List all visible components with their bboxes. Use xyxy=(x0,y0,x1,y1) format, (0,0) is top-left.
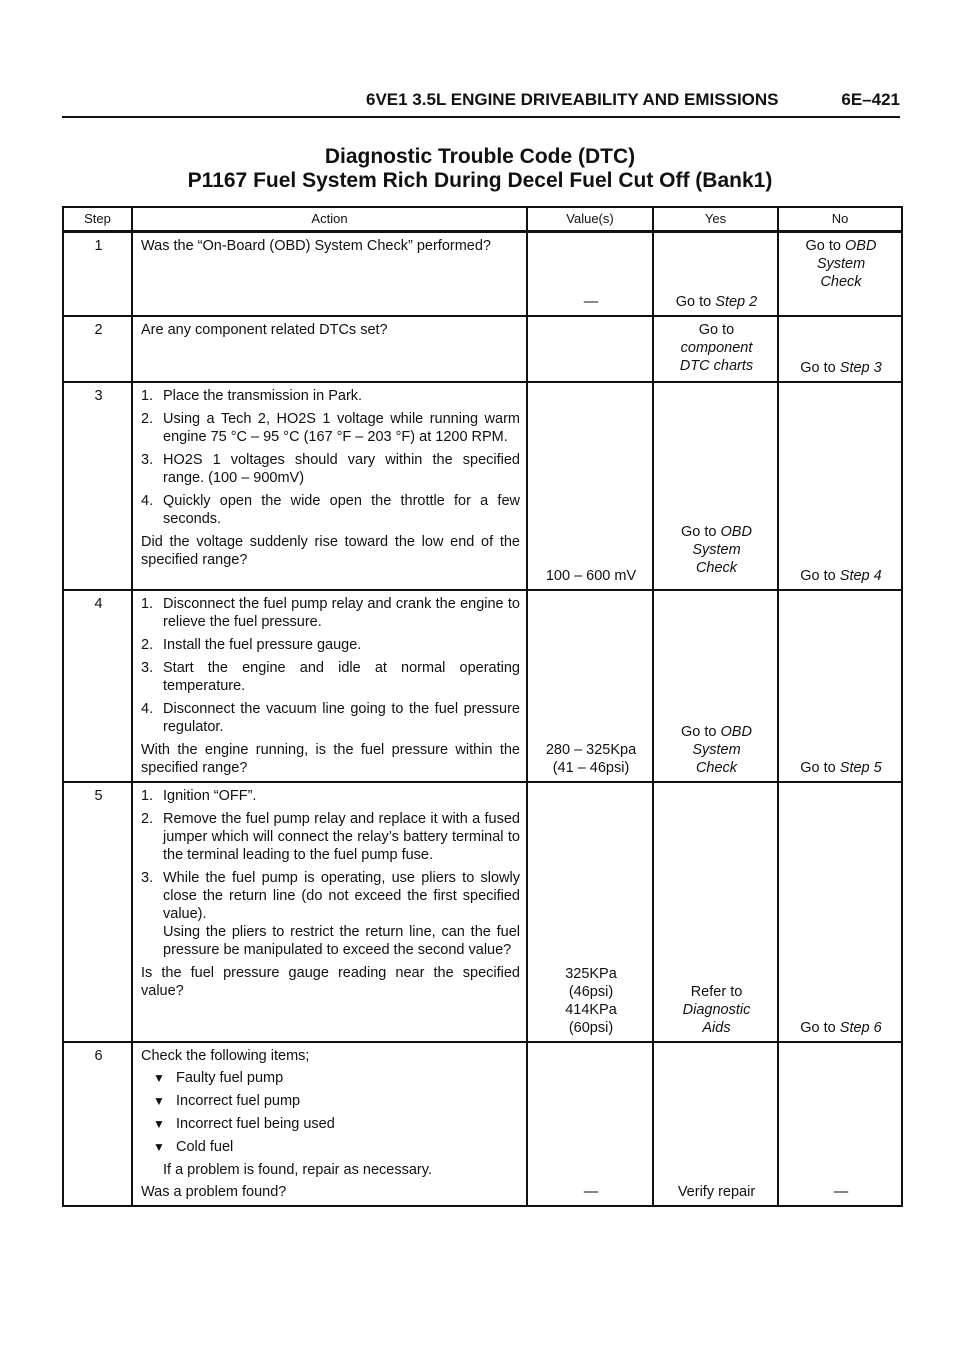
no-link-step-4[interactable]: Step 4 xyxy=(839,567,882,584)
list-item-continuation: Using the pliers to restrict the return line, can the fuel pressure be manipulated to exceed the second value? xyxy=(163,923,520,958)
list-item: ▼ Incorrect fuel pump xyxy=(153,1092,301,1109)
action-question: Was a problem found? xyxy=(141,1183,287,1200)
diagnostic-table xyxy=(62,206,903,1207)
no-text: Go to xyxy=(800,1019,836,1036)
table-row-step-1 xyxy=(63,232,902,316)
yes-text: Go to xyxy=(681,523,717,540)
value-cell xyxy=(527,316,653,382)
no-text: Go to xyxy=(800,567,836,584)
list-item: 4. Disconnect the vacuum line going to the fuel pressure regulator. xyxy=(141,700,520,735)
document-title-line1: Diagnostic Trouble Code (DTC) xyxy=(324,145,636,168)
yes-cell xyxy=(653,316,778,382)
value-cell: 325KPa (46psi) 414KPa (60psi) xyxy=(527,782,653,1042)
value-cell: 100 – 600 mV xyxy=(527,382,653,590)
yes-cell xyxy=(653,232,778,316)
yes-link-step-2[interactable]: Step 2 xyxy=(715,293,758,310)
list-item: ▼ Faulty fuel pump xyxy=(153,1069,284,1086)
no-link-obd-system-check[interactable]: OBD System Check xyxy=(816,238,877,290)
yes-text: Go to xyxy=(681,723,717,740)
action-cell xyxy=(132,382,527,590)
list-item: 3. HO2S 1 voltages should vary within the specified range. (100 – 900mV) xyxy=(141,451,520,486)
yes-cell xyxy=(653,782,778,1042)
action-question: Did the voltage suddenly rise toward the low end of the specified range? xyxy=(141,533,520,568)
list-item: 1. Ignition “OFF”. xyxy=(141,787,257,804)
action-cell xyxy=(132,1042,527,1206)
down-triangle-icon: ▼ xyxy=(153,1093,165,1108)
action-question: Was the “On-Board (OBD) System Check” performed? xyxy=(141,238,491,254)
no-cell xyxy=(778,782,902,1042)
list-item: ▼ Cold fuel xyxy=(153,1138,234,1155)
action-cell xyxy=(132,782,527,1042)
no-link-step-3[interactable]: Step 3 xyxy=(839,359,882,376)
procedure-list xyxy=(141,387,520,528)
no-cell xyxy=(778,382,902,590)
list-item: 4. Quickly open the wide open the throttle for a few seconds. xyxy=(141,492,520,527)
table-row-step-3 xyxy=(63,382,902,590)
action-cell xyxy=(132,232,527,316)
list-item: 2. Using a Tech 2, HO2S 1 voltage while running warm engine 75 °C – 95 °C (167 °F – 203 °F) at 1200 RPM. xyxy=(141,410,520,445)
yes-text: Go to xyxy=(675,293,712,310)
value-cell: — xyxy=(527,1042,653,1206)
down-triangle-icon: ▼ xyxy=(153,1070,165,1085)
no-cell: — xyxy=(778,1042,902,1206)
col-header-no: No xyxy=(778,207,902,232)
step-number: 3 xyxy=(63,382,132,590)
step-number: 4 xyxy=(63,590,132,782)
action-question: With the engine running, is the fuel pressure within the specified range? xyxy=(141,741,520,776)
yes-cell xyxy=(653,590,778,782)
list-item: 2. Remove the fuel pump relay and replace it with a fused jumper which will connect the relay’s battery terminal to the terminal leading to the fuel pump fuse. xyxy=(141,810,520,863)
table-row-step-6 xyxy=(63,1042,902,1206)
no-text: Go to xyxy=(805,238,841,254)
col-header-step: Step xyxy=(63,207,132,232)
header-title: 6VE1 3.5L ENGINE DRIVEABILITY AND EMISSIONS xyxy=(366,90,779,109)
no-link-step-6[interactable]: Step 6 xyxy=(839,1019,882,1036)
col-header-values: Value(s) xyxy=(527,207,653,232)
list-item: 3. Start the engine and idle at normal operating temperature. xyxy=(141,659,520,694)
procedure-list xyxy=(141,595,520,736)
yes-link-obd-system-check[interactable]: OBD System Check xyxy=(692,723,752,776)
col-header-yes: Yes xyxy=(653,207,778,232)
no-cell xyxy=(778,232,902,316)
page-number: 6E–421 xyxy=(841,90,900,109)
yes-text: Go to xyxy=(698,321,735,338)
table-row-step-4 xyxy=(63,590,902,782)
table-header-row xyxy=(63,207,902,232)
yes-cell xyxy=(653,382,778,590)
action-question: Is the fuel pressure gauge reading near the specified value? xyxy=(141,964,520,999)
value-cell: — xyxy=(527,232,653,316)
value-cell: 280 – 325Kpa (41 – 46psi) xyxy=(527,590,653,782)
list-item: 3. While the fuel pump is operating, use pliers to slowly close the return line (do not exceed the first specified value). Using the pliers to restrict the return line, can the fuel pressure be manipulated to exceed the second value? xyxy=(141,869,520,958)
repair-note: If a problem is found, repair as necessary. xyxy=(163,1161,432,1178)
no-cell xyxy=(778,590,902,782)
table-row-step-5 xyxy=(63,782,902,1042)
step-number: 2 xyxy=(63,316,132,382)
procedure-list xyxy=(141,787,520,959)
yes-link-component-dtc-charts[interactable]: component DTC charts xyxy=(679,339,754,374)
no-text: Go to xyxy=(800,759,836,776)
page-header xyxy=(62,88,900,118)
down-triangle-icon: ▼ xyxy=(153,1139,165,1154)
no-link-step-5[interactable]: Step 5 xyxy=(839,759,882,776)
table-row-step-2 xyxy=(63,316,902,382)
down-triangle-icon: ▼ xyxy=(153,1116,165,1131)
check-intro: Check the following items; xyxy=(141,1047,310,1064)
action-cell xyxy=(132,316,527,382)
action-question: Are any component related DTCs set? xyxy=(141,321,388,338)
action-cell xyxy=(132,590,527,782)
list-item: ▼ Incorrect fuel being used xyxy=(153,1115,335,1132)
yes-link-obd-system-check[interactable]: OBD System Check xyxy=(692,523,752,576)
list-item: 1. Disconnect the fuel pump relay and crank the engine to relieve the fuel pressure. xyxy=(141,595,520,630)
step-number: 5 xyxy=(63,782,132,1042)
list-item: 2. Install the fuel pressure gauge. xyxy=(141,636,362,653)
no-cell xyxy=(778,316,902,382)
document-title-line2: P1167 Fuel System Rich During Decel Fuel Cut Off (Bank1) xyxy=(187,169,773,192)
step-number: 6 xyxy=(63,1042,132,1206)
no-text: Go to xyxy=(800,359,836,376)
list-item: 1. Place the transmission in Park. xyxy=(141,387,363,404)
yes-text: Refer to xyxy=(690,983,743,1000)
step-number: 1 xyxy=(63,232,132,316)
yes-cell: Verify repair xyxy=(653,1042,778,1206)
col-header-action: Action xyxy=(132,207,527,232)
yes-link-diagnostic-aids[interactable]: Diagnostic Aids xyxy=(682,1001,751,1036)
